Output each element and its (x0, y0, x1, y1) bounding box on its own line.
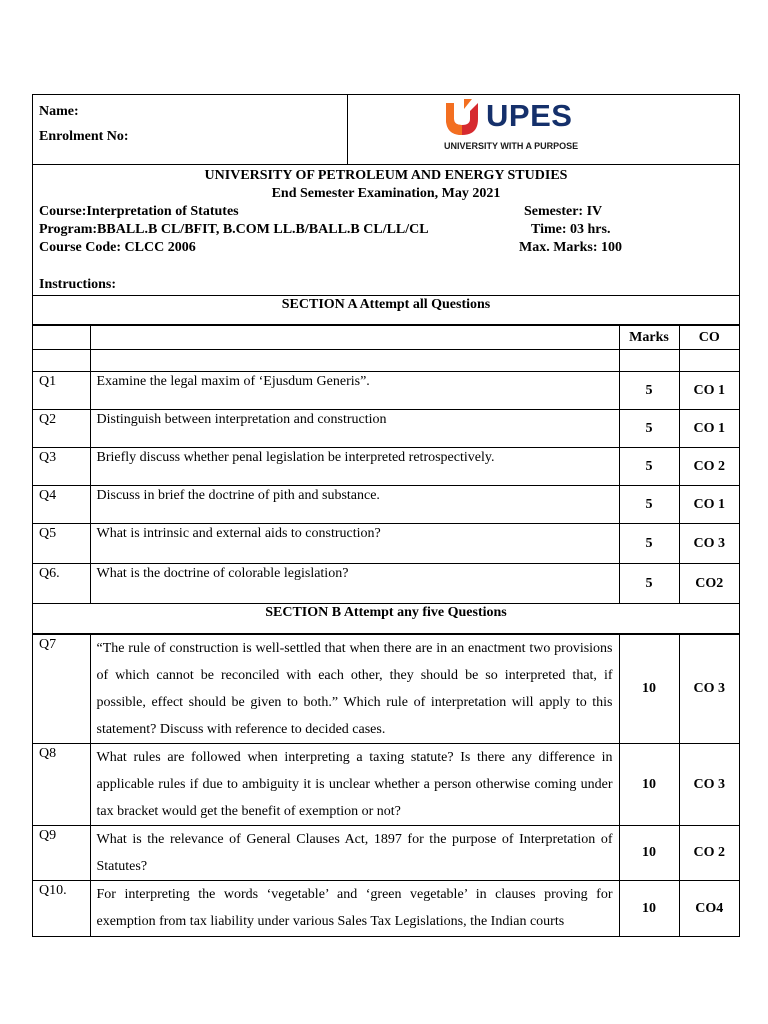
question-text: Distinguish between interpretation and construction (90, 410, 619, 448)
table-row (33, 524, 739, 564)
question-co: CO 3 (679, 635, 739, 744)
question-marks: 5 (619, 486, 679, 524)
question-marks: 5 (619, 448, 679, 486)
question-text: For interpreting the words ‘vegetable’ and ‘green vegetable’ in clauses proving for exemption from tax liability under various Sales Tax Legislations, the Indian courts (90, 881, 619, 937)
max-marks: Max. Marks: 100 (519, 240, 623, 255)
instructions-label: Instructions: (39, 277, 117, 292)
question-text: Briefly discuss whether penal legislation be interpreted retrospectively. (90, 448, 619, 486)
question-number: Q8 (33, 744, 90, 826)
question-text: Examine the legal maxim of ‘Ejusdum Generis”. (90, 372, 619, 410)
table-row (33, 881, 739, 937)
table-row (33, 826, 739, 881)
question-text: What is the relevance of General Clauses Act, 1897 for the purpose of Interpretation of Statutes? (90, 826, 619, 881)
question-text: Discuss in brief the doctrine of pith and substance. (90, 486, 619, 524)
question-marks: 5 (619, 372, 679, 410)
co-column-header: CO (679, 326, 739, 350)
exam-info (33, 165, 739, 296)
table-row (33, 635, 739, 744)
question-marks: 5 (619, 524, 679, 564)
upes-emblem-icon (444, 97, 480, 137)
question-number: Q4 (33, 486, 90, 524)
question-marks: 10 (619, 881, 679, 937)
duration: Time: 03 hrs. (531, 222, 611, 237)
semester: Semester: IV (524, 204, 603, 219)
logo-cell (348, 95, 739, 164)
question-text: What rules are followed when interpreting a taxing statute? Is there any difference in applicable rules if due to ambiguity it is unclear whether a person otherwise coming under tax bracket would get the benefit of exemption or not? (90, 744, 619, 826)
table-row (33, 410, 739, 448)
question-co: CO 1 (679, 410, 739, 448)
question-number: Q9 (33, 826, 90, 881)
question-text: “The rule of construction is well-settled that when there are in an enactment two provisions of which cannot be reconciled with each other, they should be so interpreted that, if possible, effect should be given to both.” Which rule of interpretation will apply to this statement? Discuss with reference to decided cases. (90, 635, 619, 744)
spacer-row (33, 350, 739, 372)
program: Program:BBALL.B CL/BFIT, B.COM LL.B/BALL.B CL/LL/CL (39, 222, 429, 237)
logo-wordmark: UPES (486, 98, 573, 133)
question-number: Q5 (33, 524, 90, 564)
question-co: CO 1 (679, 486, 739, 524)
question-marks: 5 (619, 564, 679, 604)
table-row (33, 486, 739, 524)
marks-column-header: Marks (619, 326, 679, 350)
logo-tagline: UNIVERSITY WITH A PURPOSE (444, 141, 579, 151)
section-a-table (33, 325, 739, 604)
question-number: Q2 (33, 410, 90, 448)
upes-logo (444, 97, 584, 157)
table-row (33, 448, 739, 486)
question-marks: 5 (619, 410, 679, 448)
question-co: CO4 (679, 881, 739, 937)
header-row (33, 95, 739, 165)
course-name: Course:Interpretation of Statutes (39, 204, 239, 219)
name-label: Name: (39, 104, 79, 119)
section-b-heading: SECTION B Attempt any five Questions (33, 604, 739, 634)
question-marks: 10 (619, 635, 679, 744)
question-number: Q3 (33, 448, 90, 486)
question-number: Q10. (33, 881, 90, 937)
question-text: What is intrinsic and external aids to construction? (90, 524, 619, 564)
course-code: Course Code: CLCC 2006 (39, 240, 196, 255)
enrolment-label: Enrolment No: (39, 129, 129, 144)
question-co: CO 3 (679, 524, 739, 564)
question-co: CO 1 (679, 372, 739, 410)
question-marks: 10 (619, 826, 679, 881)
exam-paper (32, 94, 740, 937)
table-header-row (33, 326, 739, 350)
student-info (33, 95, 348, 164)
question-text: What is the doctrine of colorable legislation? (90, 564, 619, 604)
question-co: CO 2 (679, 826, 739, 881)
question-co: CO 2 (679, 448, 739, 486)
section-b-table (33, 634, 739, 937)
table-row (33, 744, 739, 826)
university-name: UNIVERSITY OF PETROLEUM AND ENERGY STUDIES (204, 168, 568, 183)
question-marks: 10 (619, 744, 679, 826)
table-row (33, 372, 739, 410)
question-co: CO 3 (679, 744, 739, 826)
section-a-heading: SECTION A Attempt all Questions (33, 296, 739, 325)
question-number: Q7 (33, 635, 90, 744)
question-number: Q1 (33, 372, 90, 410)
exam-title: End Semester Examination, May 2021 (271, 186, 501, 201)
question-number: Q6. (33, 564, 90, 604)
table-row (33, 564, 739, 604)
question-co: CO2 (679, 564, 739, 604)
